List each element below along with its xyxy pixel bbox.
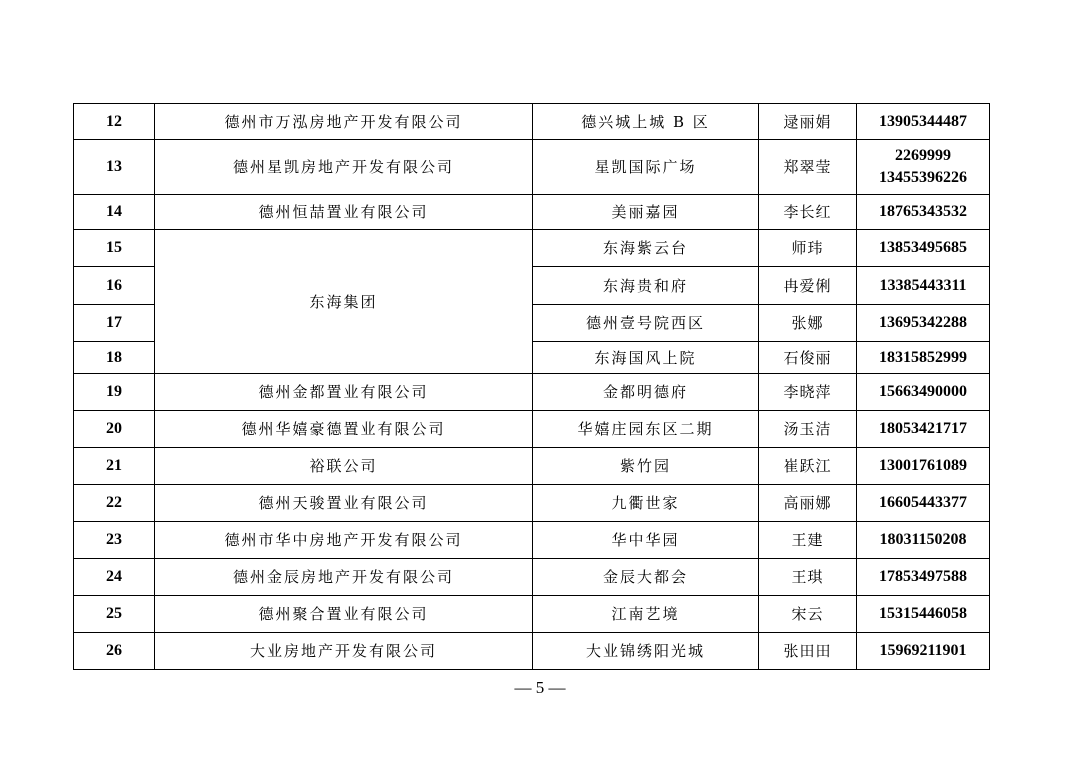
row-number-cell: 12	[74, 104, 155, 140]
phone-cell	[857, 633, 990, 670]
contact-person-cell: 师玮	[759, 230, 857, 267]
phone-cell	[857, 374, 990, 411]
contact-table-body	[74, 104, 990, 670]
project-cell: 紫竹园	[533, 448, 759, 485]
phone-cell	[857, 140, 990, 195]
project-cell: 德州壹号院西区	[533, 305, 759, 342]
contact-person-cell: 张田田	[759, 633, 857, 670]
project-cell: 华中华园	[533, 522, 759, 559]
company-cell: 大业房地产开发有限公司	[155, 633, 533, 670]
phone-cell	[857, 305, 990, 342]
company-cell: 德州市万泓房地产开发有限公司	[155, 104, 533, 140]
phone-cell	[857, 485, 990, 522]
row-number-cell: 16	[74, 267, 155, 305]
row-number-cell: 17	[74, 305, 155, 342]
phone-cell	[857, 448, 990, 485]
contact-person-cell: 李长红	[759, 195, 857, 230]
phone-number: 13853495685	[879, 239, 967, 256]
phone-cell	[857, 342, 990, 374]
project-cell: 大业锦绣阳光城	[533, 633, 759, 670]
phone-number: 13385443311	[879, 276, 967, 294]
project-cell: 美丽嘉园	[533, 195, 759, 230]
phone-cell	[857, 104, 990, 140]
row-number-cell: 20	[74, 411, 155, 448]
project-cell: 东海贵和府	[533, 267, 759, 305]
page-number: — 5 —	[514, 678, 566, 697]
phone-number: 13695342288	[879, 314, 967, 331]
phone-number: 13455396226	[879, 169, 967, 186]
contact-person-cell: 郑翠莹	[759, 140, 857, 195]
phone-number: 13001761089	[879, 457, 967, 474]
phone-cell	[857, 522, 990, 559]
phone-cell	[857, 596, 990, 633]
table-row	[74, 633, 990, 670]
contact-table	[73, 103, 990, 670]
company-cell: 德州市华中房地产开发有限公司	[155, 522, 533, 559]
company-cell: 德州星凯房地产开发有限公司	[155, 140, 533, 195]
table-row	[74, 485, 990, 522]
company-cell: 东海集团	[155, 230, 533, 374]
row-number-cell: 14	[74, 195, 155, 230]
company-cell: 德州华嬉豪德置业有限公司	[155, 411, 533, 448]
company-cell: 德州天骏置业有限公司	[155, 485, 533, 522]
project-cell: 江南艺境	[533, 596, 759, 633]
phone-cell	[857, 559, 990, 596]
phone-number: 15969211901	[879, 642, 967, 659]
row-number-cell: 26	[74, 633, 155, 670]
phone-number: 15663490000	[879, 383, 967, 400]
phone-number: 18315852999	[879, 348, 967, 366]
project-cell: 华嬉庄园东区二期	[533, 411, 759, 448]
project-cell: 东海紫云台	[533, 230, 759, 267]
contact-person-cell: 高丽娜	[759, 485, 857, 522]
phone-number: 16605443377	[879, 494, 967, 511]
contact-person-cell: 冉爱俐	[759, 267, 857, 305]
contact-person-cell: 王建	[759, 522, 857, 559]
project-cell: 东海国风上院	[533, 342, 759, 374]
row-number-cell: 19	[74, 374, 155, 411]
table-row	[74, 140, 990, 195]
company-cell: 德州金都置业有限公司	[155, 374, 533, 411]
contact-person-cell: 宋云	[759, 596, 857, 633]
table-row	[74, 448, 990, 485]
company-cell: 裕联公司	[155, 448, 533, 485]
company-cell: 德州金辰房地产开发有限公司	[155, 559, 533, 596]
row-number-cell: 22	[74, 485, 155, 522]
project-cell: 德兴城上城 B 区	[533, 104, 759, 140]
phone-number: 18053421717	[879, 420, 967, 437]
table-row	[74, 374, 990, 411]
contact-person-cell: 石俊丽	[759, 342, 857, 374]
row-number-cell: 25	[74, 596, 155, 633]
contact-person-cell: 逯丽娟	[759, 104, 857, 140]
table-row	[74, 230, 990, 267]
phone-number: 17853497588	[879, 568, 967, 585]
contact-person-cell: 李晓萍	[759, 374, 857, 411]
phone-number: 18031150208	[879, 531, 967, 548]
phone-number: 2269999	[895, 147, 951, 164]
contact-person-cell: 王琪	[759, 559, 857, 596]
table-row	[74, 596, 990, 633]
company-cell: 德州聚合置业有限公司	[155, 596, 533, 633]
row-number-cell: 24	[74, 559, 155, 596]
table-row	[74, 411, 990, 448]
row-number-cell: 15	[74, 230, 155, 267]
phone-cell	[857, 411, 990, 448]
phone-cell	[857, 267, 990, 305]
phone-number: 13905344487	[879, 112, 967, 130]
phone-cell	[857, 195, 990, 230]
project-cell: 九衢世家	[533, 485, 759, 522]
project-cell: 星凯国际广场	[533, 140, 759, 195]
phone-number: 15315446058	[879, 605, 967, 622]
table-row	[74, 195, 990, 230]
contact-person-cell: 张娜	[759, 305, 857, 342]
phone-cell	[857, 230, 990, 267]
project-cell: 金辰大都会	[533, 559, 759, 596]
row-number-cell: 13	[74, 140, 155, 195]
company-cell: 德州恒喆置业有限公司	[155, 195, 533, 230]
table-row	[74, 522, 990, 559]
phone-number: 18765343532	[879, 203, 967, 220]
table-row	[74, 104, 990, 140]
row-number-cell: 21	[74, 448, 155, 485]
contact-person-cell: 崔跃江	[759, 448, 857, 485]
project-cell: 金都明德府	[533, 374, 759, 411]
row-number-cell: 18	[74, 342, 155, 374]
table-row	[74, 559, 990, 596]
contact-person-cell: 汤玉洁	[759, 411, 857, 448]
row-number-cell: 23	[74, 522, 155, 559]
